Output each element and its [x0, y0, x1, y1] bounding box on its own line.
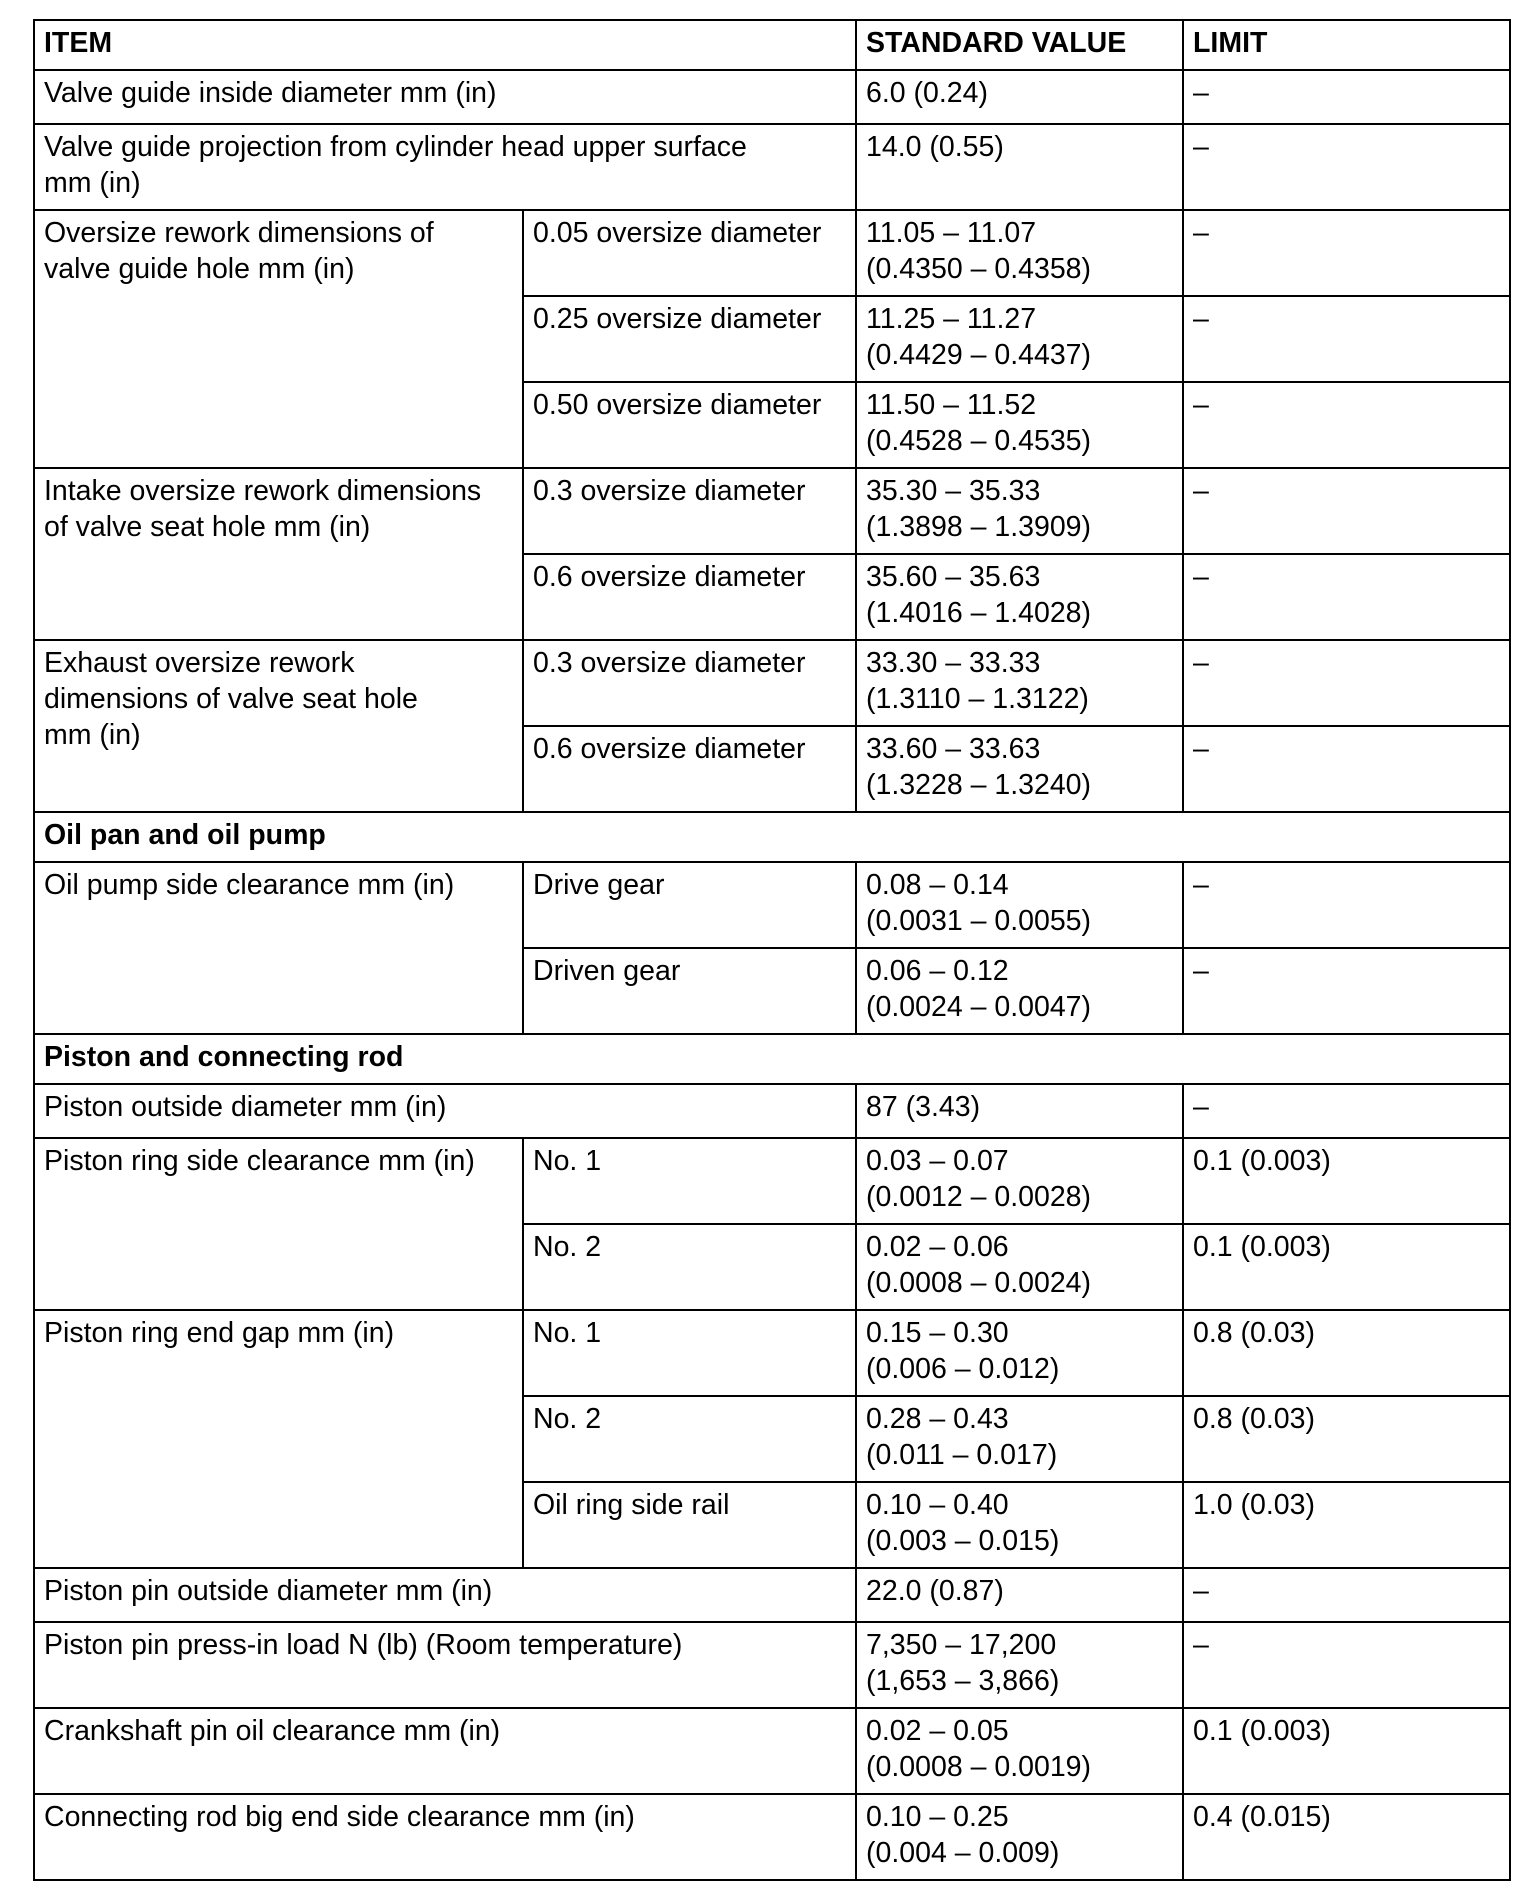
standard-value-cell: 35.30 – 35.33 (1.3898 – 1.3909): [856, 468, 1183, 554]
table-row: [34, 862, 1510, 948]
table-row: [34, 210, 1510, 296]
sub-item-cell: No. 2: [523, 1224, 856, 1310]
standard-value-cell: 0.10 – 0.25 (0.004 – 0.009): [856, 1794, 1183, 1880]
limit-cell: 0.4 (0.015): [1183, 1794, 1510, 1880]
standard-value-cell: 33.60 – 33.63 (1.3228 – 1.3240): [856, 726, 1183, 812]
standard-value-cell: 14.0 (0.55): [856, 124, 1183, 210]
limit-cell: 1.0 (0.03): [1183, 1482, 1510, 1568]
sub-item-cell: 0.6 oversize diameter: [523, 726, 856, 812]
header-row: [34, 20, 1510, 70]
limit-cell: 0.1 (0.003): [1183, 1708, 1510, 1794]
sub-item-cell: 0.3 oversize diameter: [523, 640, 856, 726]
sub-item-cell: No. 2: [523, 1396, 856, 1482]
limit-cell: 0.1 (0.003): [1183, 1138, 1510, 1224]
table-row: [34, 1622, 1510, 1708]
sub-item-cell: Drive gear: [523, 862, 856, 948]
standard-value-cell: 87 (3.43): [856, 1084, 1183, 1138]
item-cell: Oil pump side clearance mm (in): [34, 862, 523, 1034]
standard-value-cell: 0.28 – 0.43 (0.011 – 0.017): [856, 1396, 1183, 1482]
specifications-table: [33, 19, 1511, 1881]
item-cell: Piston pin outside diameter mm (in): [34, 1568, 856, 1622]
table-row: [34, 1084, 1510, 1138]
limit-cell: 0.8 (0.03): [1183, 1396, 1510, 1482]
standard-value-cell: 11.25 – 11.27 (0.4429 – 0.4437): [856, 296, 1183, 382]
item-cell: Connecting rod big end side clearance mm (in): [34, 1794, 856, 1880]
limit-cell: –: [1183, 70, 1510, 124]
sub-item-cell: Driven gear: [523, 948, 856, 1034]
standard-value-cell: 0.02 – 0.06 (0.0008 – 0.0024): [856, 1224, 1183, 1310]
standard-value-cell: 0.08 – 0.14 (0.0031 – 0.0055): [856, 862, 1183, 948]
item-cell: Piston ring side clearance mm (in): [34, 1138, 523, 1310]
sub-item-cell: 0.05 oversize diameter: [523, 210, 856, 296]
table-row: [34, 468, 1510, 554]
item-cell: Valve guide inside diameter mm (in): [34, 70, 856, 124]
section-title: Piston and connecting rod: [34, 1034, 1510, 1084]
limit-cell: –: [1183, 948, 1510, 1034]
limit-cell: –: [1183, 726, 1510, 812]
item-cell: Valve guide projection from cylinder head upper surface mm (in): [34, 124, 856, 210]
sub-item-cell: 0.3 oversize diameter: [523, 468, 856, 554]
table-row: [34, 1794, 1510, 1880]
header-item: ITEM: [34, 20, 856, 70]
section-header-row: [34, 1034, 1510, 1084]
limit-cell: –: [1183, 554, 1510, 640]
limit-cell: –: [1183, 468, 1510, 554]
limit-cell: 0.8 (0.03): [1183, 1310, 1510, 1396]
standard-value-cell: 33.30 – 33.33 (1.3110 – 1.3122): [856, 640, 1183, 726]
table-row: [34, 1568, 1510, 1622]
sub-item-cell: 0.50 oversize diameter: [523, 382, 856, 468]
standard-value-cell: 7,350 – 17,200 (1,653 – 3,866): [856, 1622, 1183, 1708]
header-standard-value: STANDARD VALUE: [856, 20, 1183, 70]
table-row: [34, 1138, 1510, 1224]
item-cell: Piston pin press-in load N (lb) (Room temperature): [34, 1622, 856, 1708]
standard-value-cell: 35.60 – 35.63 (1.4016 – 1.4028): [856, 554, 1183, 640]
section-header-row: [34, 812, 1510, 862]
standard-value-cell: 22.0 (0.87): [856, 1568, 1183, 1622]
header-limit: LIMIT: [1183, 20, 1510, 70]
standard-value-cell: 0.03 – 0.07 (0.0012 – 0.0028): [856, 1138, 1183, 1224]
limit-cell: –: [1183, 1622, 1510, 1708]
limit-cell: –: [1183, 296, 1510, 382]
table-row: [34, 70, 1510, 124]
item-cell: Intake oversize rework dimensions of valve seat hole mm (in): [34, 468, 523, 640]
limit-cell: –: [1183, 1568, 1510, 1622]
standard-value-cell: 11.05 – 11.07 (0.4350 – 0.4358): [856, 210, 1183, 296]
item-cell: Oversize rework dimensions of valve guide hole mm (in): [34, 210, 523, 468]
standard-value-cell: 0.06 – 0.12 (0.0024 – 0.0047): [856, 948, 1183, 1034]
limit-cell: –: [1183, 124, 1510, 210]
item-cell: Piston ring end gap mm (in): [34, 1310, 523, 1568]
item-cell: Piston outside diameter mm (in): [34, 1084, 856, 1138]
limit-cell: 0.1 (0.003): [1183, 1224, 1510, 1310]
item-cell: Exhaust oversize rework dimensions of valve seat hole mm (in): [34, 640, 523, 812]
sub-item-cell: No. 1: [523, 1138, 856, 1224]
standard-value-cell: 11.50 – 11.52 (0.4528 – 0.4535): [856, 382, 1183, 468]
sub-item-cell: 0.6 oversize diameter: [523, 554, 856, 640]
standard-value-cell: 0.15 – 0.30 (0.006 – 0.012): [856, 1310, 1183, 1396]
sub-item-cell: 0.25 oversize diameter: [523, 296, 856, 382]
limit-cell: –: [1183, 1084, 1510, 1138]
limit-cell: –: [1183, 382, 1510, 468]
limit-cell: –: [1183, 640, 1510, 726]
table-row: [34, 640, 1510, 726]
sub-item-cell: No. 1: [523, 1310, 856, 1396]
table-row: [34, 1708, 1510, 1794]
standard-value-cell: 0.10 – 0.40 (0.003 – 0.015): [856, 1482, 1183, 1568]
table-row: [34, 124, 1510, 210]
item-cell: Crankshaft pin oil clearance mm (in): [34, 1708, 856, 1794]
limit-cell: –: [1183, 210, 1510, 296]
standard-value-cell: 6.0 (0.24): [856, 70, 1183, 124]
limit-cell: –: [1183, 862, 1510, 948]
sub-item-cell: Oil ring side rail: [523, 1482, 856, 1568]
standard-value-cell: 0.02 – 0.05 (0.0008 – 0.0019): [856, 1708, 1183, 1794]
table-row: [34, 1310, 1510, 1396]
section-title: Oil pan and oil pump: [34, 812, 1510, 862]
